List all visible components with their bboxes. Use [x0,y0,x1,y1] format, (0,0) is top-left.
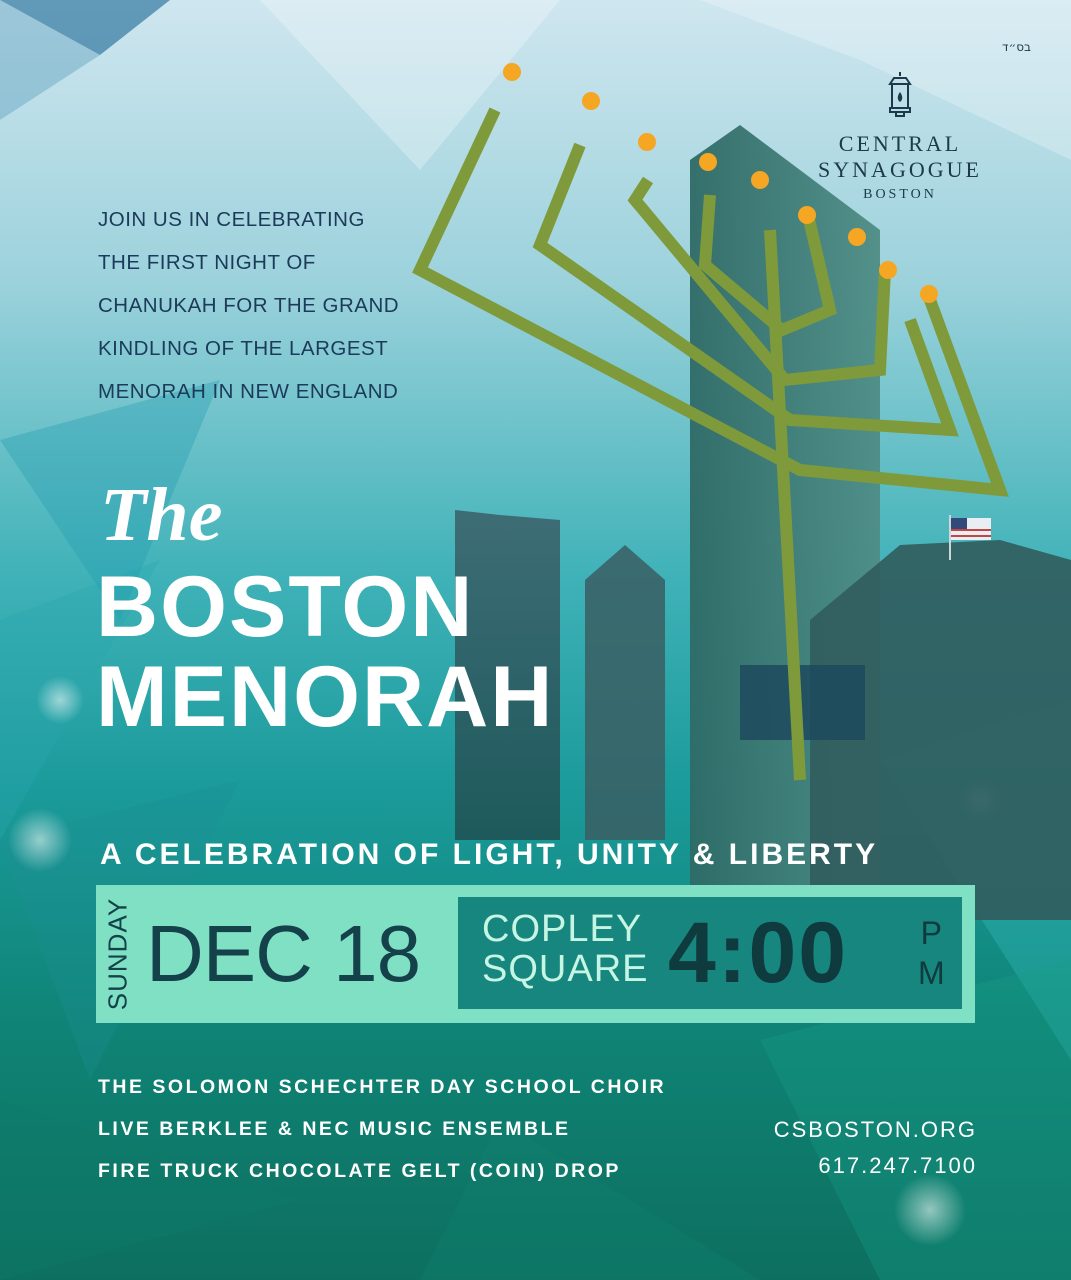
event-title [96,559,555,745]
ampm-line1: P [920,915,942,951]
title-article: The [100,473,223,557]
event-title-line1: BOSTON [96,559,475,655]
event-ampm [918,913,945,993]
location-line1: COPLEY [482,908,643,950]
org-name-line1: CENTRAL [838,131,962,156]
lantern-icon [885,70,915,120]
event-date: DEC 18 [146,909,421,998]
ampm-line2: M [918,955,945,991]
intro-text [98,198,458,413]
intro-line: THE FIRST NIGHT OF [98,251,316,274]
intro-line: MENORAH IN NEW ENGLAND [98,380,399,403]
website-link[interactable]: CSBOSTON.ORG [773,1117,977,1142]
event-details-bar [96,885,975,1023]
feature-item: LIVE BERKLEE & NEC MUSIC ENSEMBLE [98,1118,571,1140]
tagline: A CELEBRATION OF LIGHT, UNITY & LIBERTY [100,838,879,871]
event-title-line2: MENORAH [96,649,555,745]
phone-number[interactable]: 617.247.7100 [818,1153,977,1178]
intro-line: CHANUKAH FOR THE GRAND [98,294,400,317]
org-name-line2: SYNAGOGUE [818,157,982,182]
event-location [482,909,648,989]
contact-info [717,1112,977,1184]
location-time-box [458,897,962,1009]
weekday-text: SUNDAY [102,897,133,1011]
weekday-label [96,885,140,1023]
organization-logo [800,70,1000,203]
hebrew-blessing-mark: בס״ד [1001,40,1031,54]
feature-item: THE SOLOMON SCHECHTER DAY SCHOOL CHOIR [98,1076,667,1098]
feature-item: FIRE TRUCK CHOCOLATE GELT (COIN) DROP [98,1160,621,1182]
intro-line: JOIN US IN CELEBRATING [98,208,365,231]
org-city: BOSTON [863,187,937,202]
event-features-list [98,1066,666,1192]
event-time: 4:00 [668,905,849,1001]
location-line2: SQUARE [482,948,649,990]
intro-line: KINDLING OF THE LARGEST [98,337,389,360]
